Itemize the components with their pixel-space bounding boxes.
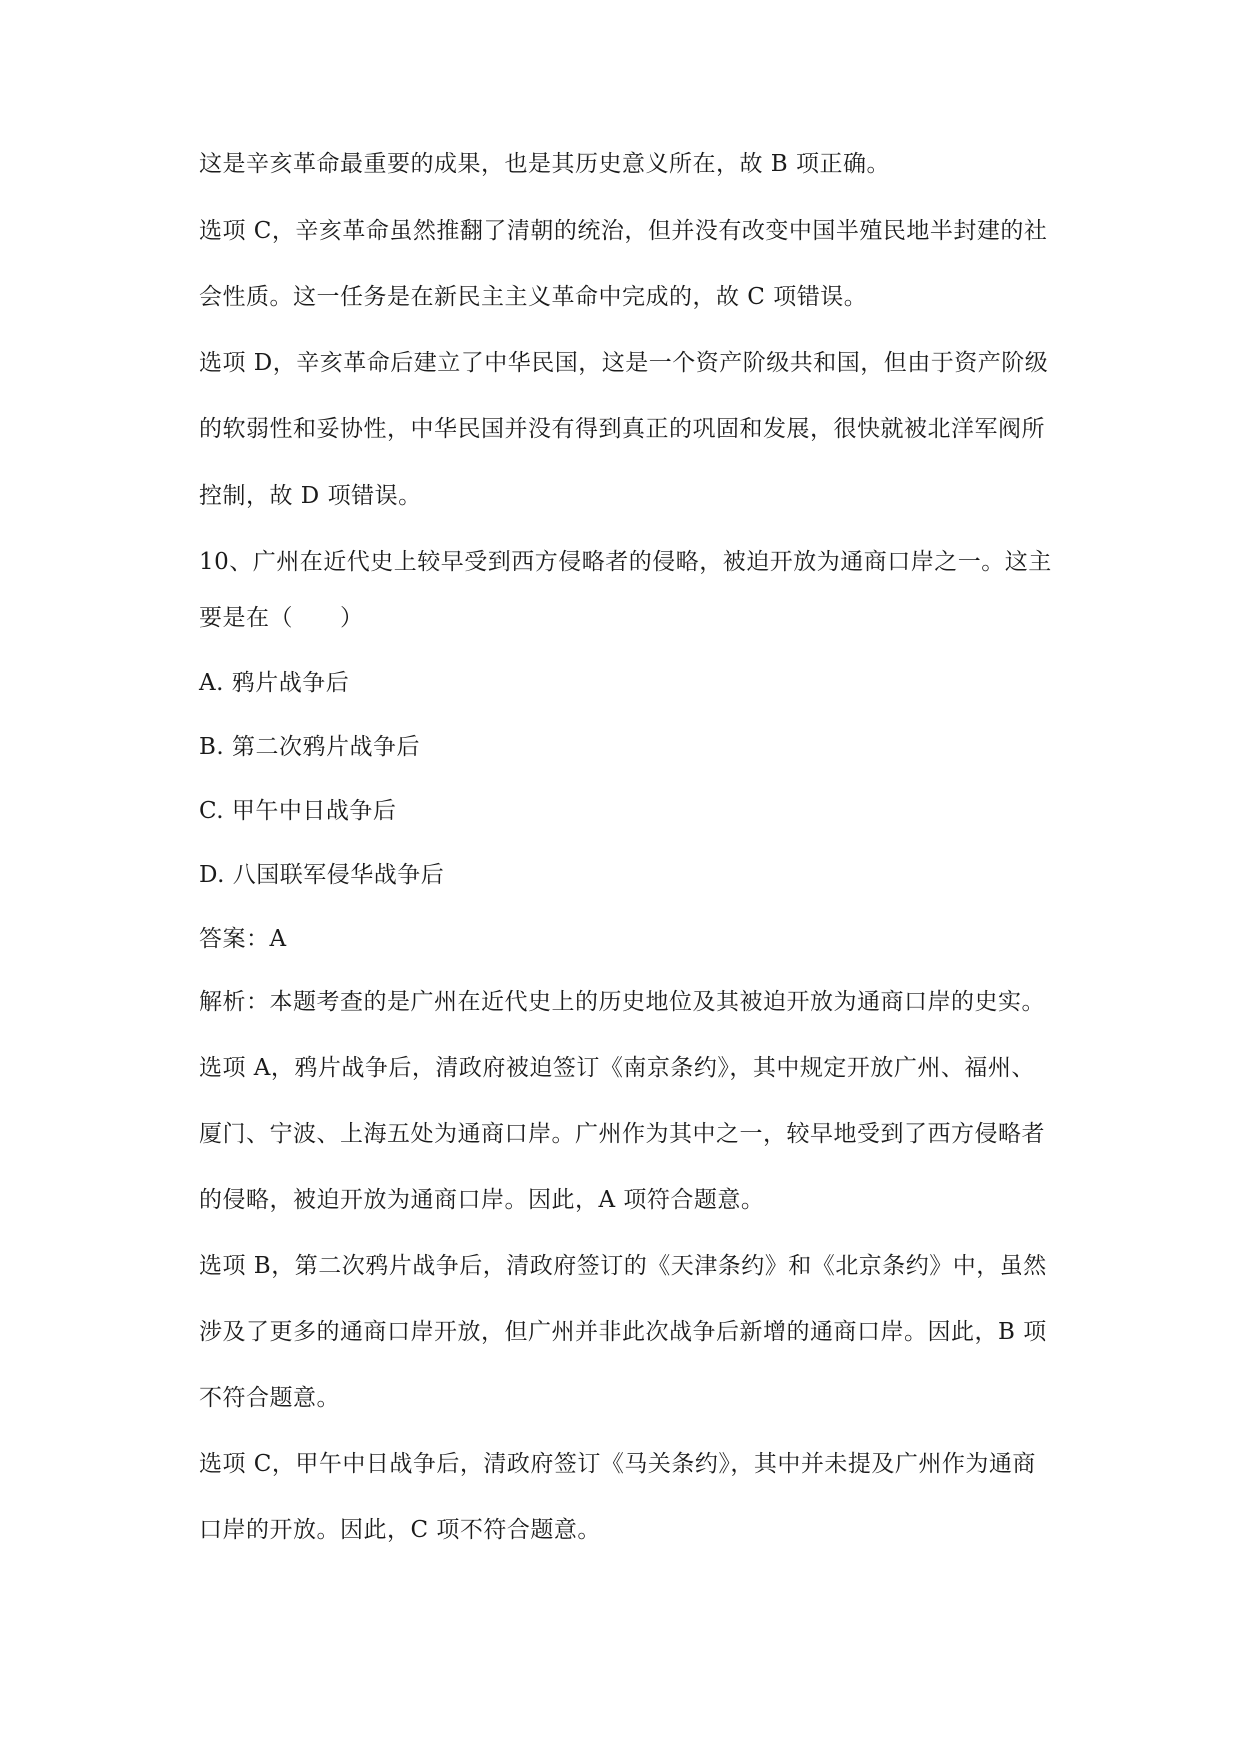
option-c: C. 甲午中日战争后 [199,798,397,824]
text-line: 选项 C，甲午中日战争后，清政府签订《马关条约》，其中并未提及广州作为通商 [199,1451,1036,1477]
answer: 答案：A [199,926,287,952]
question-stem: 10、广州在近代史上较早受到西方侵略者的侵略，被迫开放为通商口岸之一。这主 [199,549,1052,575]
text-line: 不符合题意。 [199,1385,340,1411]
text-line: 选项 C，辛亥革命虽然推翻了清朝的统治，但并没有改变中国半殖民地半封建的社 [199,218,1048,244]
text-line: 涉及了更多的通商口岸开放，但广州并非此次战争后新增的通商口岸。因此，B 项 [199,1319,1047,1345]
analysis: 解析：本题考查的是广州在近代史上的历史地位及其被迫开放为通商口岸的史实。 [199,989,1045,1015]
text-line: 厦门、宁波、上海五处为通商口岸。广州作为其中之一，较早地受到了西方侵略者 [199,1121,1045,1147]
option-a: A. 鸦片战争后 [199,670,350,696]
option-b: B. 第二次鸦片战争后 [199,734,421,760]
text-line: 的软弱性和妥协性，中华民国并没有得到真正的巩固和发展，很快就被北洋军阀所 [199,416,1045,442]
text-line: 的侵略，被迫开放为通商口岸。因此，A 项符合题意。 [199,1187,765,1213]
text-line: 选项 D，辛亥革命后建立了中华民国，这是一个资产阶级共和国，但由于资产阶级 [199,350,1049,376]
text-line: 口岸的开放。因此，C 项不符合题意。 [199,1517,601,1543]
text-line: 选项 B，第二次鸦片战争后，清政府签订的《天津条约》和《北京条约》中，虽然 [199,1253,1047,1279]
text-line: 选项 A，鸦片战争后，清政府被迫签订《南京条约》，其中规定开放广州、福州、 [199,1055,1035,1081]
question-stem: 要是在（ ） [199,605,364,631]
option-d: D. 八国联军侵华战争后 [199,862,445,888]
text-line: 这是辛亥革命最重要的成果，也是其历史意义所在，故 B 项正确。 [199,151,891,177]
text-line: 会性质。这一任务是在新民主主义革命中完成的，故 C 项错误。 [199,284,868,310]
text-line: 控制，故 D 项错误。 [199,483,422,509]
